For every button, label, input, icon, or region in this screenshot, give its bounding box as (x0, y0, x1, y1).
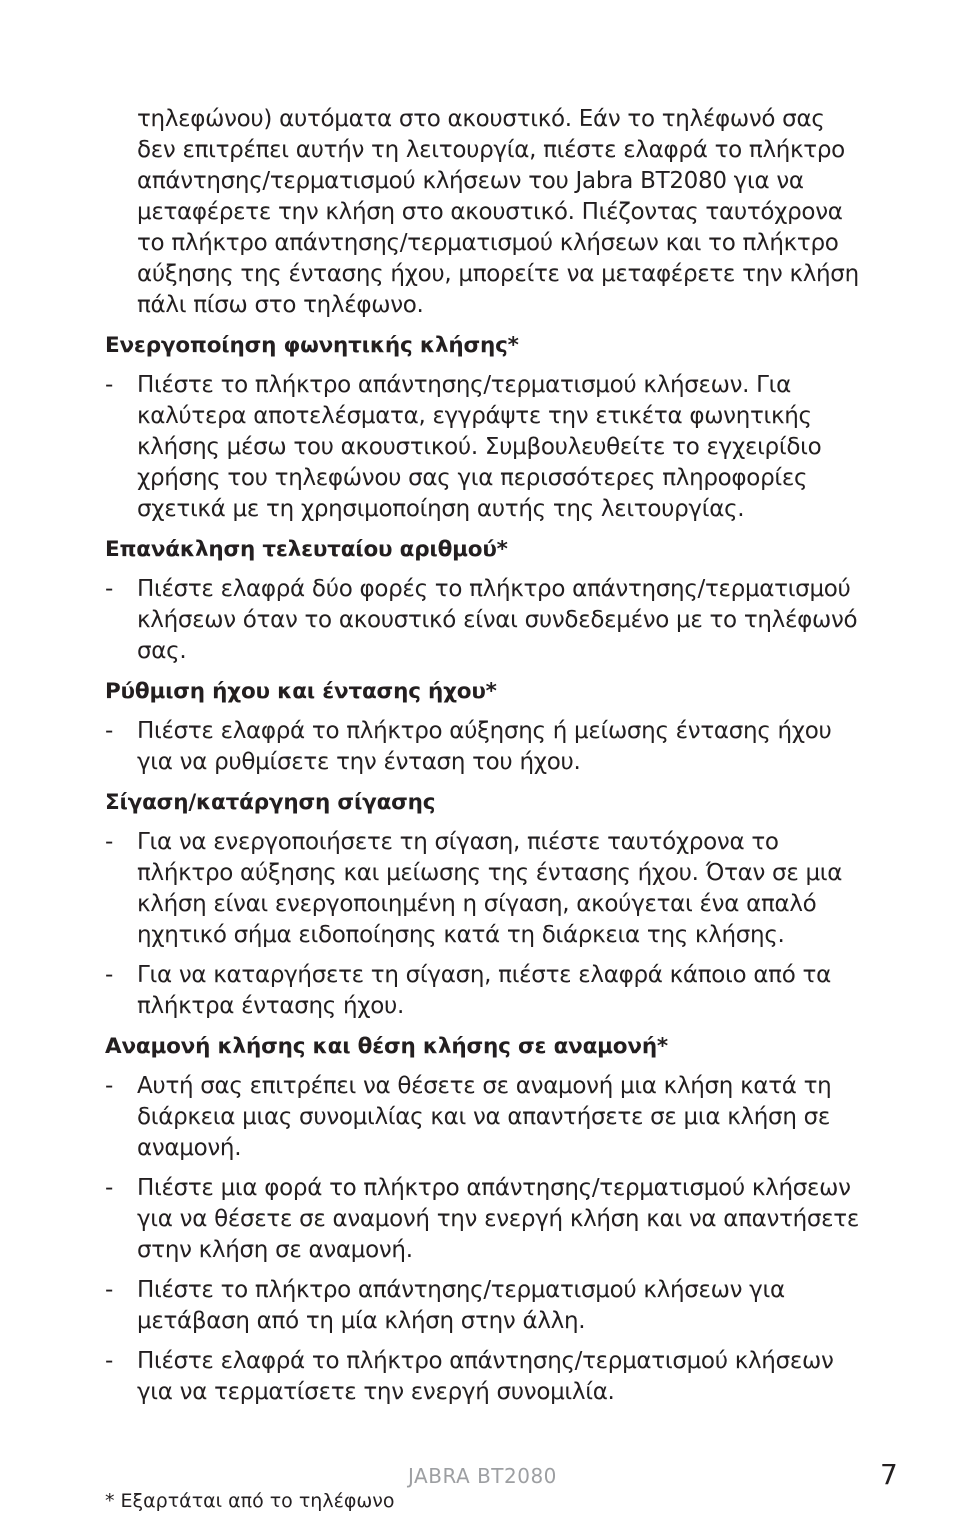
list-item-text: Πιέστε το πλήκτρο απάντησης/τερματισμού κλήσεων. Για καλύτερα αποτελέσματα, εγγράψτε την ετικέτα φωνητικής κλήσης μέσω του ακουστικού. Συμβουλευθείτε το εγχειρίδιο χρήσης του τηλεφώνου σας για περισσότερες πληροφορίες σχετικά με τη χρησιμοποίηση αυτής της λειτουργίας. (137, 372, 822, 522)
bullet-dash: - (105, 1175, 113, 1201)
bullet-dash: - (105, 1277, 113, 1303)
footnote: * Εξαρτάται από το τηλέφωνο (105, 1490, 395, 1512)
list-item (105, 960, 865, 1022)
list-item-text: Πιέστε ελαφρά δύο φορές το πλήκτρο απάντησης/τερματισμού κλήσεων όταν το ακουστικό είναι συνδεδεμένο με το τηλέφωνό σας. (137, 576, 858, 664)
bullet-dash: - (105, 1348, 113, 1374)
list-item-text: Πιέστε ελαφρά το πλήκτρο απάντησης/τερματισμού κλήσεων για να τερματίσετε την ενεργή συνομιλία. (137, 1348, 834, 1405)
section-heading-last-number-redial: Επανάκληση τελευταίου αριθμού* (105, 537, 508, 562)
list-item-text: Πιέστε ελαφρά το πλήκτρο αύξησης ή μείωσης έντασης ήχου για να ρυθμίσετε την ένταση του ήχου. (137, 718, 832, 775)
list-item-text: Για να ενεργοποιήσετε τη σίγαση, πιέστε ταυτόχρονα το πλήκτρο αύξησης και μείωσης της έντασης ήχου. Όταν σε μια κλήση είναι ενεργοποιημένη η σίγαση, ακούγεται ένα απαλό ηχητικό σήμα ειδοποίησης κατά τη διάρκεια της κλήσης. (137, 829, 843, 948)
list-item-text: Πιέστε το πλήκτρο απάντησης/τερματισμού κλήσεων για μετάβαση από τη μία κλήση στην άλλη. (137, 1277, 785, 1334)
page-number: 7 (880, 1458, 898, 1491)
list-item (105, 574, 865, 667)
list-item (105, 1071, 865, 1164)
list-item (105, 716, 865, 778)
list-item (105, 827, 865, 951)
list-item-text: Για να καταργήσετε τη σίγαση, πιέστε ελαφρά κάποιο από τα πλήκτρα έντασης ήχου. (137, 962, 831, 1019)
section-heading-mute: Σίγαση/κατάργηση σίγασης (105, 790, 436, 815)
list-item (105, 1346, 865, 1408)
bullet-dash: - (105, 962, 113, 988)
section-heading-volume: Ρύθμιση ήχου και έντασης ήχου* (105, 679, 497, 704)
bullet-dash: - (105, 1073, 113, 1099)
bullet-dash: - (105, 372, 113, 398)
bullet-dash: - (105, 576, 113, 602)
list-item (105, 1275, 865, 1337)
list-item (105, 1173, 865, 1266)
intro-paragraph: τηλεφώνου) αυτόματα στο ακουστικό. Εάν το τηλέφωνό σας δεν επιτρέπει αυτήν τη λειτουργία, πιέστε ελαφρά το πλήκτρο απάντησης/τερματισμού κλήσεων του Jabra BT2080 για να μεταφέρετε την κλήση στο ακουστικό. Πιέζοντας ταυτόχρονα το πλήκτρο απάντησης/τερματισμού κλήσεων και το πλήκτρο αύξησης της έντασης ήχου, μπορείτε να μεταφέρετε την κλήση πάλι πίσω στο τηλέφωνο. (137, 106, 859, 318)
footer-brand: JABRA BT2080 (408, 1464, 557, 1488)
list-item-text: Πιέστε μια φορά το πλήκτρο απάντησης/τερματισμού κλήσεων για να θέσετε σε αναμονή την ενεργή κλήση και να απαντήσετε στην κλήση σε αναμονή. (137, 1175, 859, 1263)
list-item-text: Αυτή σας επιτρέπει να θέσετε σε αναμονή μια κλήση κατά τη διάρκεια μιας συνομιλίας και να απαντήσετε σε μια κλήση σε αναμονή. (137, 1073, 832, 1161)
section-heading-call-waiting: Αναμονή κλήσης και θέση κλήσης σε αναμονή* (105, 1034, 668, 1059)
page-content (105, 104, 865, 1417)
section-heading-voice-dialing: Ενεργοποίηση φωνητικής κλήσης* (105, 333, 519, 358)
list-item (105, 370, 865, 525)
bullet-dash: - (105, 718, 113, 744)
bullet-dash: - (105, 829, 113, 855)
